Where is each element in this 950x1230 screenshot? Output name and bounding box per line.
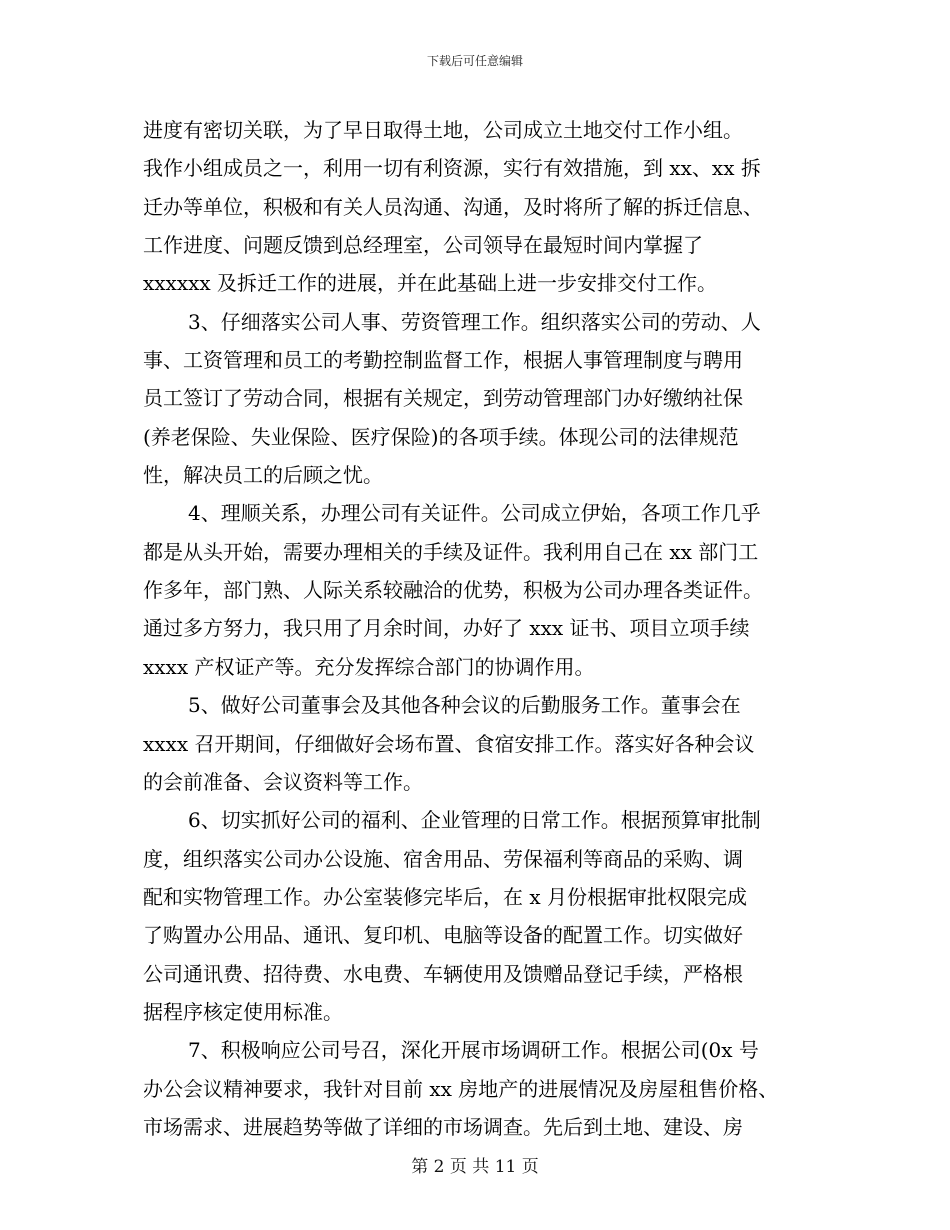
- text-line: xxxx 产权证产等。充分发挥综合部门的协调作用。: [143, 654, 595, 679]
- text-line: 度，组织落实公司办公设施、宿舍用品、劳保福利等商品的采购、调: [143, 846, 743, 871]
- text-line: 办公会议精神要求，我针对目前 xx 房地产的进展情况及房屋租售价格、: [143, 1076, 779, 1101]
- text-line: 5、做好公司董事会及其他各种会议的后勤服务工作。董事会在: [188, 693, 741, 718]
- text-line: 事、工资管理和员工的考勤控制监督工作，根据人事管理制度与聘用: [143, 348, 743, 373]
- text-line: 7、积极响应公司号召，深化开展市场调研工作。根据公司(0x 号: [188, 1038, 759, 1063]
- text-line: 作多年，部门熟、人际关系较融洽的优势，积极为公司办理各类证件。: [143, 578, 763, 603]
- paragraph: [143, 494, 809, 686]
- text-line: 市场需求、进展趋势等做了详细的市场调查。先后到土地、建设、房: [143, 1114, 743, 1139]
- paragraph: [143, 801, 809, 1031]
- text-line: 工作进度、问题反馈到总经理室，公司领导在最短时间内掌握了: [143, 233, 703, 258]
- page-footer: 第 2 页 共 11 页: [411, 1157, 539, 1177]
- text-line: 的会前准备、会议资料等工作。: [143, 769, 423, 794]
- paragraph: [143, 111, 809, 303]
- text-line: xxxxxx 及拆迁工作的进展，并在此基础上进一步安排交付工作。: [143, 271, 718, 296]
- paragraph: [143, 1031, 809, 1146]
- text-line: 了购置办公用品、通讯、复印机、电脑等设备的配置工作。切实做好: [143, 923, 743, 948]
- text-line: 进度有密切关联，为了早日取得土地，公司成立土地交付工作小组。: [143, 118, 743, 142]
- text-line: 员工签订了劳动合同，根据有关规定，到劳动管理部门办好缴纳社保: [143, 386, 743, 411]
- paragraph: [143, 303, 809, 495]
- text-line: 4、理顺关系，办理公司有关证件。公司成立伊始，各项工作几乎: [188, 501, 761, 526]
- page-header: 下载后可任意编辑: [426, 54, 523, 68]
- paragraph: [143, 686, 809, 801]
- text-line: 都是从头开始，需要办理相关的手续及证件。我利用自己在 xx 部门工: [143, 539, 759, 564]
- text-line: 据程序核定使用标准。: [143, 999, 343, 1024]
- text-line: 迁办等单位，积极和有关人员沟通、沟通，及时将所了解的拆迁信息、: [143, 194, 763, 219]
- text-line: 性，解决员工的后顾之忧。: [143, 463, 383, 488]
- text-line: 6、切实抓好公司的福利、企业管理的日常工作。根据预算审批制: [188, 808, 761, 833]
- text-line: (养老保险、失业保险、医疗保险)的各项手续。体现公司的法律规范: [143, 424, 739, 449]
- text-line: 3、仔细落实公司人事、劳资管理工作。组织落实公司的劳动、人: [188, 309, 761, 334]
- text-line: xxxx 召开期间，仔细做好会场布置、食宿安排工作。落实好各种会议: [143, 731, 755, 756]
- text-line: 通过多方努力，我只用了月余时间，办好了 xxx 证书、项目立项手续: [143, 616, 750, 641]
- text-line: 公司通讯费、招待费、水电费、车辆使用及馈赠品登记手续，严格根: [143, 961, 743, 986]
- document-body: [143, 111, 809, 1146]
- text-line: 我作小组成员之一，利用一切有利资源，实行有效措施，到 xx、xx 拆: [143, 156, 761, 181]
- text-line: 配和实物管理工作。办公室装修完毕后，在 x 月份根据审批权限完成: [143, 884, 747, 909]
